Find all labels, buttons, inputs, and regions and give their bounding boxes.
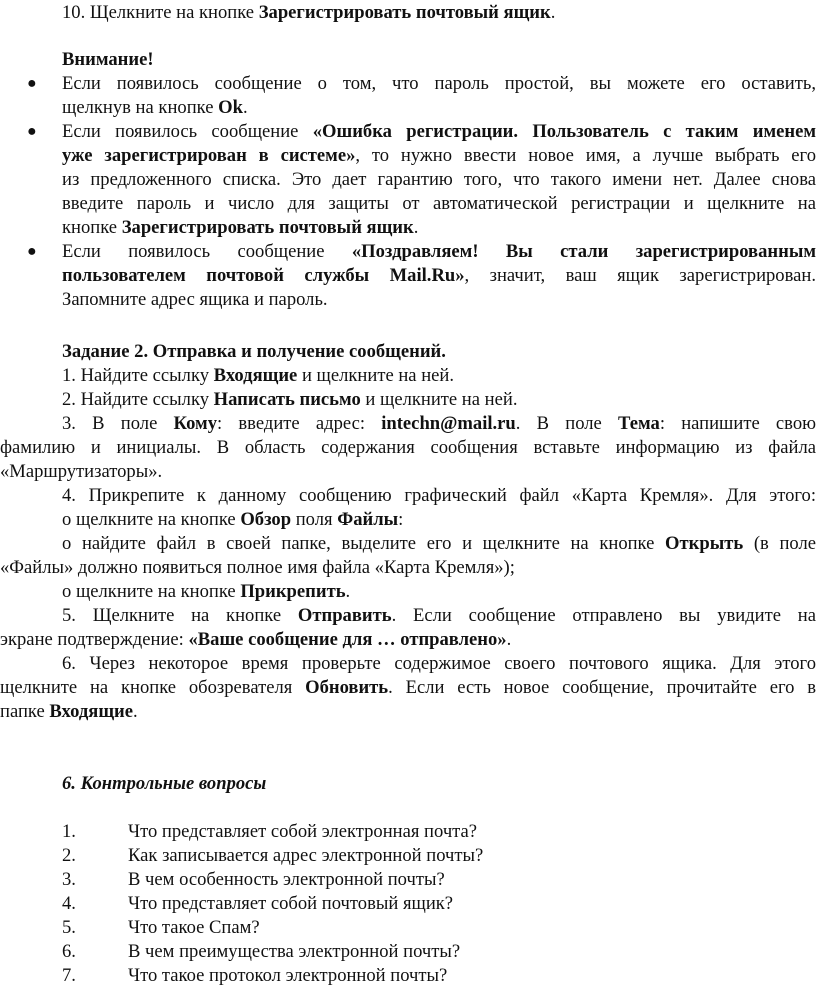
bullet-1-line-2 [62, 96, 248, 120]
text: Если появилось сообщение [62, 241, 352, 262]
text: и щелкните на ней. [360, 389, 518, 410]
list-item-text: Что представляет собой электронная почта? [128, 821, 478, 842]
list-item-text: Что такое протокол электронной почты? [128, 965, 448, 986]
bold-text: Тема [618, 413, 660, 434]
text: : [398, 509, 404, 530]
list-item-number: 6. [62, 941, 76, 962]
text: . [413, 217, 419, 238]
bold-text: Входящие [49, 701, 134, 722]
step-10-suffix: . [550, 2, 556, 23]
bullet-icon: ● [27, 243, 37, 260]
text: щелкните на кнопке обозревателя [0, 677, 306, 698]
text: Если появилось сообщение [62, 121, 313, 142]
task-2-step-1 [62, 364, 454, 388]
task-2-step-4-line-1: 4. Прикрепите к данному сообщению графический файл «Карта Кремля». Для этого: [62, 485, 816, 506]
text: , значит, ваш ящик зарегистрирован. [464, 265, 816, 286]
bullet-3-line-2 [62, 264, 816, 288]
task-2-step-6-line-2 [0, 676, 816, 700]
text: 1. Найдите ссылку [62, 365, 214, 386]
task-2-step-4-sub-3 [62, 580, 350, 604]
text: папке [0, 701, 50, 722]
attention-heading [62, 48, 154, 72]
bold-text: Открыть [665, 533, 744, 554]
questions-heading: 6. Контрольные вопросы [62, 773, 267, 794]
bullet-3-line-3: Запомните адрес ящика и пароль. [62, 289, 328, 310]
text: и щелкните на ней. [297, 365, 455, 386]
bullet-2-line-4: введите пароль и число для защиты от автоматической регистрации и щелкните на [62, 193, 816, 214]
text: . Если сообщение отправлено вы увидите на [391, 605, 816, 626]
text: . [506, 629, 512, 650]
bold-text: Файлы [337, 509, 399, 530]
task-2-step-3-line-3: «Маршрутизаторы». [0, 461, 163, 482]
bold-text: «Ваше сообщение для … отправлено» [188, 629, 507, 650]
task-2-heading [62, 340, 446, 364]
list-item-number: 3. [62, 869, 76, 890]
step-10 [62, 1, 555, 25]
bold-text: Отправить [297, 605, 392, 626]
attention-heading-text: Внимание! [62, 49, 154, 70]
email-address: intechn@mail.ru [381, 413, 516, 434]
text: . [242, 97, 248, 118]
bold-text: уже зарегистрирован в системе» [62, 145, 356, 166]
text: щелкнув на кнопке [62, 97, 219, 118]
text: : введите адрес: [217, 413, 382, 434]
task-2-step-4-sub-1 [62, 508, 403, 532]
text: 5. Щелкните на кнопке [62, 605, 298, 626]
text: o щелкните на кнопке [62, 509, 241, 530]
bold-text: Входящие [213, 365, 298, 386]
bold-text: «Ошибка регистрации. Пользователь с таким именем [312, 121, 816, 142]
text: 2. Найдите ссылку [62, 389, 214, 410]
task-2-step-4-sub-2-line-2: «Файлы» должно появиться полное имя файла «Карта Кремля»); [0, 557, 515, 578]
step-10-bold: Зарегистрировать почтовый ящик [258, 2, 551, 23]
list-item-number: 7. [62, 965, 76, 986]
task-2-step-6-line-1: 6. Через некоторое время проверьте содержимое своего почтового ящика. Для этого [62, 653, 816, 674]
bold-text: Написать письмо [213, 389, 361, 410]
task-2-step-3-line-1 [62, 412, 816, 436]
list-item-text: В чем преимущества электронной почты? [128, 941, 461, 962]
text: , то нужно ввести новое имя, а лучше выбрать его [355, 145, 816, 166]
bold-text: Обзор [240, 509, 292, 530]
bullet-2-line-5 [62, 216, 418, 240]
bold-text: Прикрепить [240, 581, 346, 602]
task-2-step-5-line-1 [62, 604, 816, 628]
bold-text: Зарегистрировать почтовый ящик [121, 217, 414, 238]
text: o найдите файл в своей папке, выделите его и щелкните на кнопке [62, 533, 666, 554]
bullet-2-line-2 [62, 144, 816, 168]
bold-text: Кому [173, 413, 218, 434]
text: . В поле [515, 413, 619, 434]
bullet-icon: ● [27, 75, 37, 92]
step-10-text: 10. Щелкните на кнопке [62, 2, 259, 23]
text: экране подтверждение: [0, 629, 189, 650]
bold-text: пользователем почтовой службы Mail.Ru» [62, 265, 465, 286]
list-item-number: 4. [62, 893, 76, 914]
text: . Если есть новое сообщение, прочитайте его в [388, 677, 816, 698]
list-item-number: 2. [62, 845, 76, 866]
list-item-number: 1. [62, 821, 76, 842]
task-2-step-4-sub-2 [62, 532, 816, 556]
bullet-1-line-1: Если появилось сообщение о том, что пароль простой, вы можете его оставить, [62, 73, 816, 94]
text: : напишите свою [659, 413, 816, 434]
list-item-number: 5. [62, 917, 76, 938]
text: (в поле [743, 533, 816, 554]
bold-text: Обновить [305, 677, 389, 698]
task-2-step-5-line-2 [0, 628, 511, 652]
bold-text: «Поздравляем! Вы стали зарегистрированным [351, 241, 816, 262]
list-item-text: Как записывается адрес электронной почты? [128, 845, 484, 866]
task-2-step-3-line-2: фамилию и инициалы. В область содержания сообщения вставьте информацию из файла [0, 437, 816, 458]
bullet-2-line-3: из предложенного списка. Это дает гарантию того, что такого имени нет. Далее снова [62, 169, 816, 190]
task-2-step-6-line-3 [0, 700, 138, 724]
text: o щелкните на кнопке [62, 581, 241, 602]
text: кнопке [62, 217, 122, 238]
list-item-text: Что такое Спам? [128, 917, 260, 938]
bullet-icon: ● [27, 123, 37, 140]
bullet-3-line-1 [62, 240, 816, 264]
text: . [345, 581, 351, 602]
text: поля [291, 509, 338, 530]
text: 3. В поле [62, 413, 174, 434]
list-item-text: Что представляет собой почтовый ящик? [128, 893, 454, 914]
bullet-2-line-1 [62, 120, 816, 144]
task-2-step-2 [62, 388, 517, 412]
task-2-heading-text: Задание 2. Отправка и получение сообщений. [62, 341, 446, 362]
text: . [133, 701, 138, 722]
ok-bold: Ok [218, 97, 243, 118]
list-item-text: В чем особенность электронной почты? [128, 869, 445, 890]
